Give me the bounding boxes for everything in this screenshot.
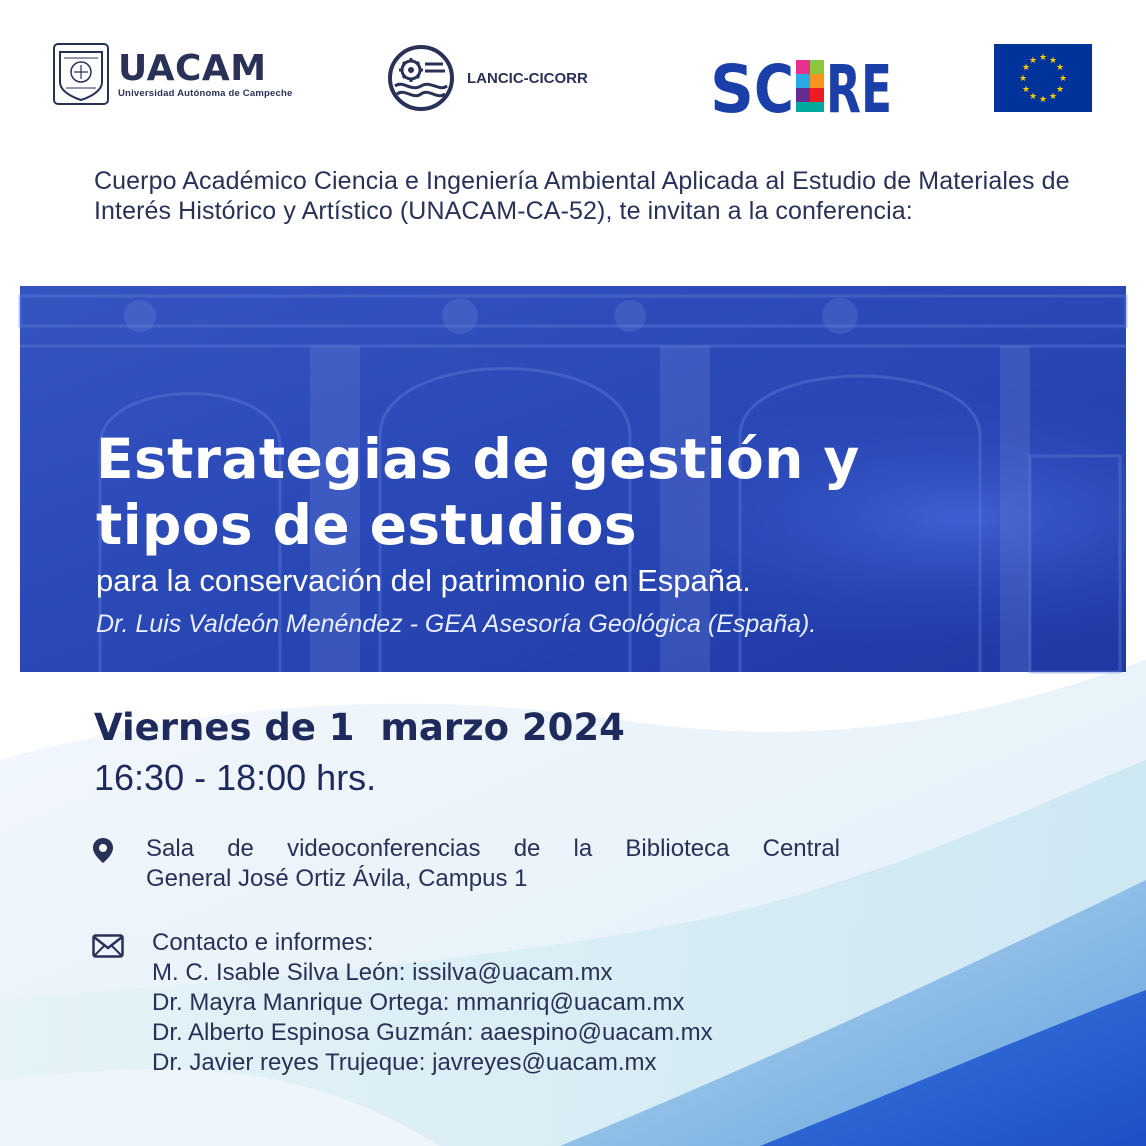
uacam-logo — [52, 42, 292, 106]
svg-text:★: ★ — [1018, 74, 1028, 84]
uacam-name: UACAM — [118, 47, 267, 89]
location-line1: Sala de videoconferencias de la Biblioteca Central — [146, 835, 840, 862]
svg-text:RE: RE — [826, 51, 892, 128]
contact-person[interactable]: Dr. Alberto Espinosa Guzmán: aaespino@uacam.mx — [152, 1019, 713, 1046]
score-logo — [710, 46, 892, 128]
contact-heading: Contacto e informes: — [152, 929, 374, 956]
contact-text — [152, 928, 852, 1078]
conference-title-line1: Estrategias de gestión y — [96, 427, 860, 491]
location-pin-icon — [92, 837, 114, 865]
svg-text:★: ★ — [1021, 85, 1031, 95]
svg-text:★: ★ — [1038, 53, 1048, 63]
uacam-subtitle: Universidad Autónoma de Campeche — [118, 87, 293, 99]
location-text — [146, 834, 840, 894]
logo-row — [0, 38, 1146, 128]
lancic-name: LANCIC-CICORR — [467, 69, 588, 87]
svg-text:★: ★ — [1028, 92, 1038, 102]
eu-flag-icon — [994, 44, 1092, 112]
svg-text:★: ★ — [1038, 95, 1048, 105]
svg-text:★: ★ — [1048, 92, 1058, 102]
contact-person[interactable]: Dr. Mayra Manrique Ortega: mmanriq@uacam.mx — [152, 989, 685, 1016]
svg-text:★: ★ — [1058, 74, 1068, 84]
lancic-logo — [387, 44, 588, 112]
event-time: 16:30 - 18:00 hrs. — [94, 757, 377, 798]
speaker-name: Dr. Luis Valdeón Menéndez - GEA Asesoría Geológica (España). — [96, 610, 817, 638]
event-date: Viernes de 1 marzo 2024 — [94, 706, 625, 749]
mail-icon — [92, 934, 124, 958]
svg-text:★: ★ — [1021, 63, 1031, 73]
lancic-emblem-icon — [387, 44, 455, 112]
svg-text:★: ★ — [1048, 56, 1058, 66]
svg-text:S: S — [710, 51, 754, 128]
svg-text:★: ★ — [1055, 63, 1065, 73]
svg-text:C: C — [754, 51, 794, 128]
contact-person[interactable]: Dr. Javier reyes Trujeque: javreyes@uacam.mx — [152, 1049, 657, 1076]
conference-title — [96, 426, 1096, 558]
location-line2: General José Ortiz Ávila, Campus 1 — [146, 865, 528, 892]
contact-person[interactable]: M. C. Isable Silva León: issilva@uacam.mx — [152, 959, 613, 986]
svg-text:★: ★ — [1028, 56, 1038, 66]
conference-subtitle: para la conservación del patrimonio en España. — [96, 563, 751, 598]
conference-title-line2: tipos de estudios — [96, 493, 638, 557]
uacam-seal-icon — [52, 42, 110, 106]
intro-text: Cuerpo Académico Ciencia e Ingeniería Ambiental Aplicada al Estudio de Materiales de Interés Histórico y Artístico (UNACAM-CA-52), te invitan a la conferencia: — [94, 167, 1070, 225]
conference-banner — [20, 286, 1126, 672]
svg-text:★: ★ — [1055, 85, 1065, 95]
